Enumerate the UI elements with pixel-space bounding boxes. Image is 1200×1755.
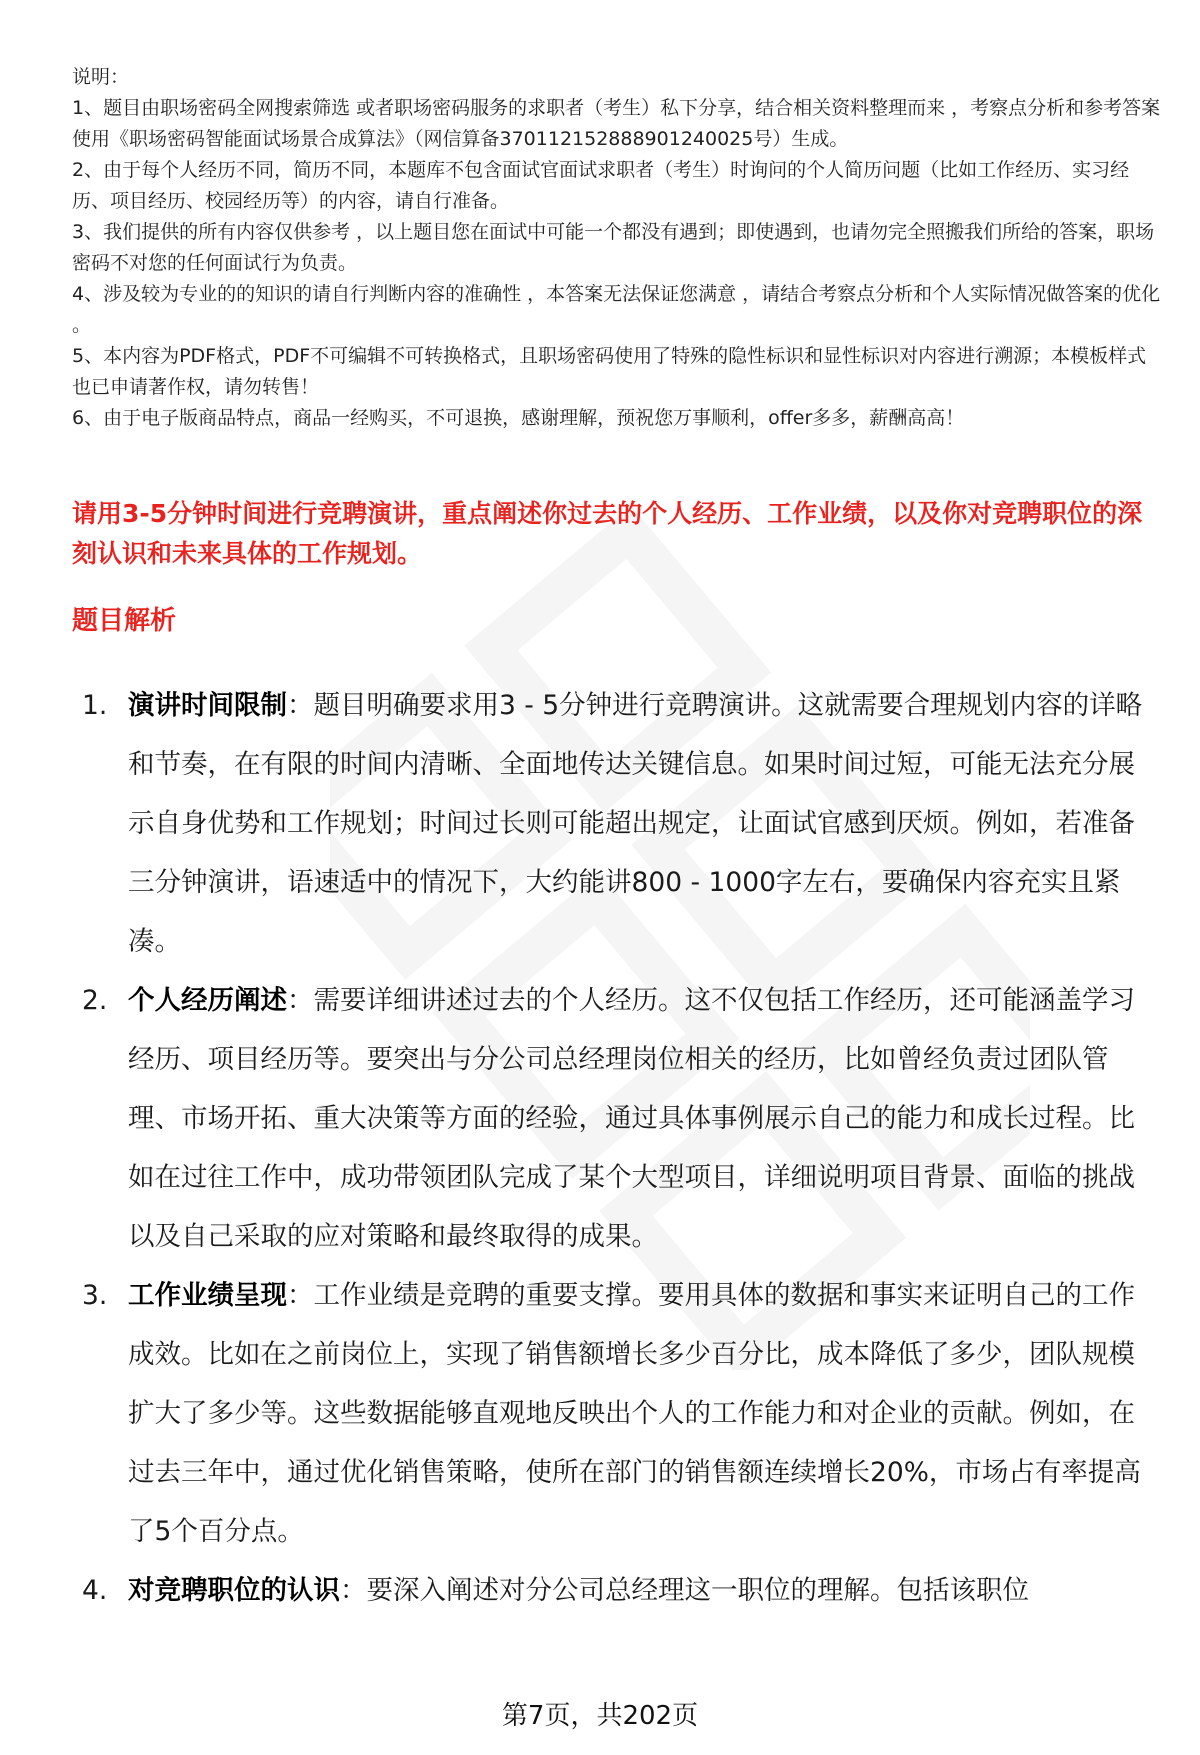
analysis-item <box>72 676 1152 971</box>
notice-block <box>72 62 1162 434</box>
notice-line: 3、我们提供的所有内容仅供参考 ，以上题目您在面试中可能一个都没有遇到；即使遇到，也请勿完全照搬我们所给的答案，职场密码不对您的任何面试行为负责。 <box>72 221 1155 274</box>
item-body: ：工作业绩是竞聘的重要支撑。要用具体的数据和事实来证明自己的工作成效。比如在之前岗位上，实现了销售额增长多少百分比，成本降低了多少，团队规模扩大了多少等。这些数据能够直观地反映出个人的工作能力和对企业的贡献。例如，在过去三年中，通过优化销售策略，使所在部门的销售额连续增长20%，市场占有率提高了5个百分点。 <box>128 1280 1141 1547</box>
analysis-item <box>72 971 1152 1266</box>
notice-line: 1、题目由职场密码全网搜索筛选 或者职场密码服务的求职者（考生）私下分享，结合相关资料整理而来 ，考察点分析和参考答案使用《职场密码智能面试场景合成算法》（网信算备370112152888901240025号）生成。 <box>72 97 1161 150</box>
notice-line: 5、本内容为PDF格式，PDF不可编辑不可转换格式，且职场密码使用了特殊的隐性标识和显性标识对内容进行溯源；本模板样式也已申请著作权，请勿转售！ <box>72 345 1147 398</box>
analysis-item <box>72 1266 1152 1561</box>
notice-line: 4、涉及较为专业的的知识的请自行判断内容的准确性 ，本答案无法保证您满意 ，请结合考察点分析和个人实际情况做答案的优化 。 <box>72 283 1161 336</box>
notice-line: 2、由于每个人经历不同，简历不同，本题库不包含面试官面试求职者（考生）时询问的个人简历问题（比如工作经历、实习经历、项目经历、校园经历等）的内容，请自行准备。 <box>72 159 1130 212</box>
notice-line: 6、由于电子版商品特点，商品一经购买，不可退换，感谢理解，预祝您万事顺利，offer多多，薪酬高高！ <box>72 407 965 429</box>
item-body: ：要深入阐述对分公司总经理这一职位的理解。包括该职位 <box>340 1575 1029 1606</box>
item-number: 4. <box>82 1575 108 1606</box>
item-body: ：需要详细讲述过去的个人经历。这不仅包括工作经历，还可能涵盖学习经历、项目经历等。要突出与分公司总经理岗位相关的经历，比如曾经负责过团队管理、市场开拓、重大决策等方面的经验，通过具体事例展示自己的能力和成长过程。比如在过往工作中，成功带领团队完成了某个大型项目，详细说明项目背景、面临的挑战以及自己采取的应对策略和最终取得的成果。 <box>128 985 1135 1252</box>
notice-heading: 说明： <box>72 66 130 88</box>
question-text: 请用3-5分钟时间进行竞聘演讲，重点阐述你过去的个人经历、工作业绩，以及你对竞聘职位的深刻认识和未来具体的工作规划。 <box>72 499 1143 568</box>
item-body: ：题目明确要求用3 - 5分钟进行竞聘演讲。这就需要合理规划内容的详略和节奏，在有限的时间内清晰、全面地传达关键信息。如果时间过短，可能无法充分展示自身优势和工作规划；时间过长则可能超出规定，让面试官感到厌烦。例如，若准备三分钟演讲，语速适中的情况下，大约能讲800 - 1000字左右，要确保内容充实且紧凑。 <box>128 690 1143 957</box>
item-heading: 个人经历阐述 <box>128 985 287 1016</box>
section-title: 题目解析 <box>72 606 177 636</box>
item-number: 1. <box>82 690 108 721</box>
item-number: 3. <box>82 1280 108 1311</box>
item-heading: 工作业绩呈现 <box>128 1280 287 1311</box>
analysis-item <box>72 1561 1152 1620</box>
page-footer: 第7页，共202页 <box>501 1701 699 1731</box>
item-number: 2. <box>82 985 108 1016</box>
item-heading: 演讲时间限制 <box>128 690 287 721</box>
analysis-list <box>72 676 1152 1620</box>
item-heading: 对竞聘职位的认识 <box>128 1575 340 1606</box>
